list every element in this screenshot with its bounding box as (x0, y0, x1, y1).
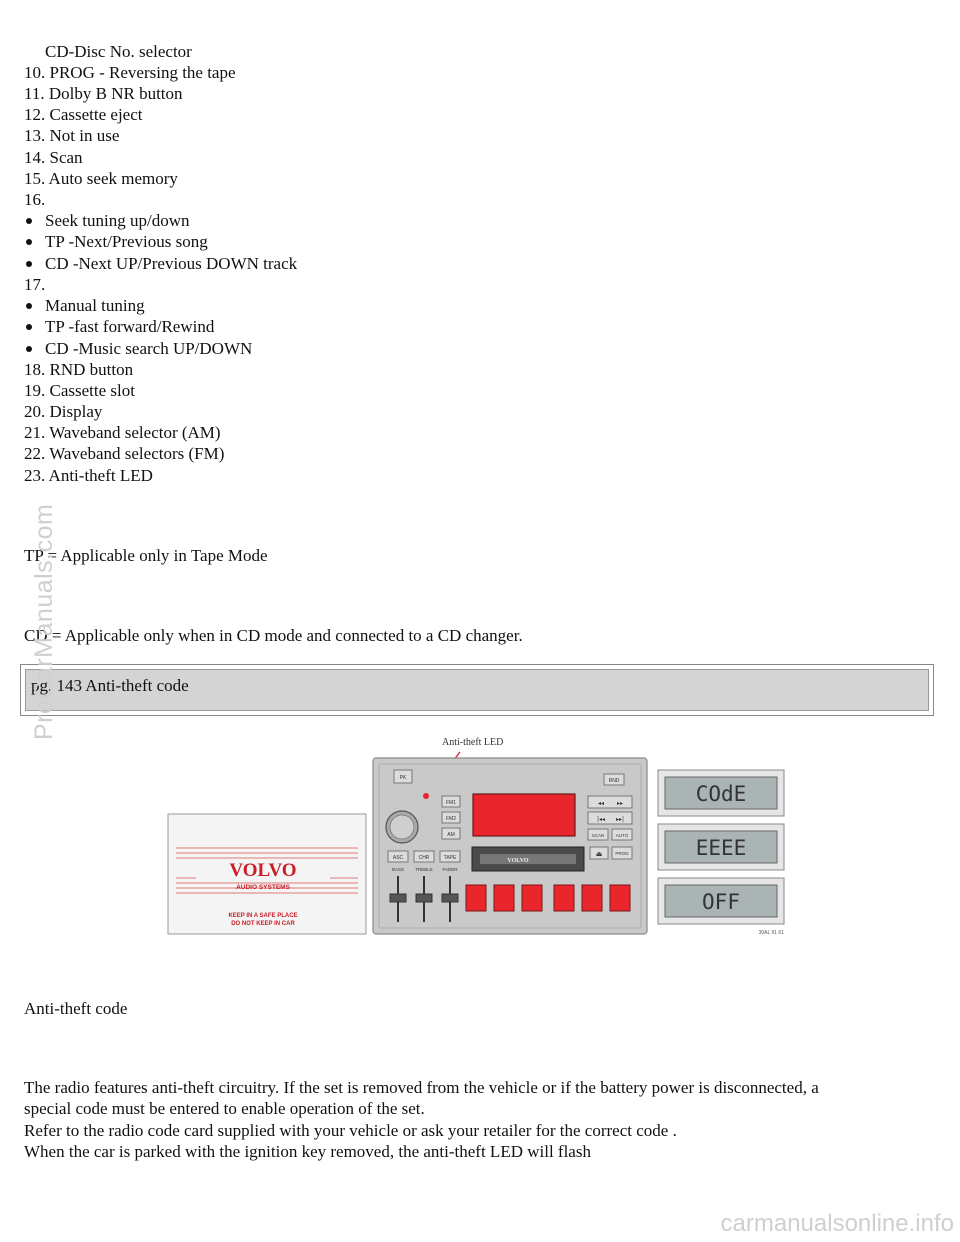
bullet-dot (26, 346, 32, 352)
card-note-2: DO NOT KEEP IN CAR (231, 921, 295, 927)
list-item: 14. Scan (24, 148, 83, 167)
svg-text:▸▸: ▸▸ (616, 800, 624, 807)
chr-button-label: CHR (418, 855, 430, 861)
bullet-text: CD -Next UP/Previous DOWN track (45, 254, 298, 273)
list-item: 21. Waveband selector (AM) (24, 423, 221, 442)
lcd-state-off: OFF (702, 890, 740, 914)
anti-theft-led (423, 793, 429, 799)
tp-note: TP = Applicable only in Tape Mode (24, 546, 268, 565)
side-watermark: ProCarManuals.com (30, 503, 58, 740)
list-item: 16. (24, 190, 46, 209)
bullet-text: Seek tuning up/down (45, 211, 190, 230)
svg-text:▸▸|: ▸▸| (615, 816, 625, 823)
fader-label: FADER (442, 867, 458, 872)
radio-faceplate (373, 758, 647, 934)
bullet-text: Manual tuning (45, 296, 145, 315)
anti-theft-led-callout: Anti-theft LED (442, 737, 504, 748)
list-item: 11. Dolby B NR button (24, 84, 183, 103)
section-header-bg (25, 669, 929, 711)
tape-button-label: TAPE (443, 855, 457, 861)
bullet-dot (26, 261, 32, 267)
am-button-label: AM (447, 832, 455, 838)
cd-note: CD = Applicable only when in CD mode and connected to a CD changer. (24, 626, 523, 645)
display-states (658, 770, 784, 936)
body-heading: Anti-theft code (24, 999, 128, 1018)
body-paragraph: The radio features anti-theft circuitry. If the set is removed from the vehicle or if the battery power is disconnected, a (24, 1078, 819, 1097)
radio-brand: VOLVO (507, 858, 529, 864)
radio-code-card (168, 814, 366, 934)
bullet-text: TP -fast forward/Rewind (45, 317, 215, 336)
body-paragraph: When the car is parked with the ignition key removed, the anti-theft LED will flash (24, 1142, 591, 1161)
card-note-1: KEEP IN A SAFE PLACE (228, 913, 298, 919)
bullet-text: CD -Music search UP/DOWN (45, 339, 253, 358)
pk-button-label: PK (399, 775, 407, 781)
card-subtitle: AUDIO SYSTEMS (236, 884, 290, 891)
list-item: 15. Auto seek memory (24, 169, 178, 188)
scan-button-label: SCAN (591, 833, 605, 838)
prog-button-label: PROG (615, 851, 629, 856)
lcd-state-error: EEEE (695, 836, 747, 860)
svg-text:◂◂: ◂◂ (597, 800, 605, 807)
rnd-button-label: RND (608, 778, 620, 784)
list-item: 23. Anti-theft LED (24, 466, 153, 485)
list-item: 22. Waveband selectors (FM) (24, 444, 225, 463)
auto-button-label: AUTO (615, 833, 629, 838)
bass-label: BASS (391, 867, 405, 872)
card-brand: VOLVO (229, 860, 297, 881)
list-item: CD-Disc No. selector (45, 42, 192, 61)
list-item: 10. PROG - Reversing the tape (24, 63, 236, 82)
bullet-dot (26, 303, 32, 309)
list-item: 12. Cassette eject (24, 105, 143, 124)
list-item: 20. Display (24, 402, 103, 421)
treble-label: TREBLE (415, 867, 433, 872)
fm2-button-label: FM2 (446, 816, 456, 822)
svg-text:|◂◂: |◂◂ (596, 816, 606, 823)
figure-code: 30AL 91 61 (758, 930, 784, 936)
bullet-dot (26, 239, 32, 245)
list-item: 19. Cassette slot (24, 381, 135, 400)
body-paragraph: special code must be entered to enable operation of the set. (24, 1099, 425, 1118)
bullet-text: TP -Next/Previous song (45, 232, 208, 251)
body-paragraph: Refer to the radio code card supplied with your vehicle or ask your retailer for the correct code . (24, 1121, 677, 1140)
bullet-dot (26, 218, 32, 224)
lcd-state-code: COdE (695, 782, 747, 806)
section-header (20, 664, 934, 716)
svg-text:⏏: ⏏ (595, 850, 603, 858)
section-header-title: pg. 143 Anti-theft code (31, 676, 189, 695)
list-item: 13. Not in use (24, 126, 120, 145)
list-item: 17. (24, 275, 46, 294)
anti-theft-figure (160, 730, 800, 940)
bottom-watermark: carmanualsonline.info (720, 1210, 954, 1237)
list-item: 18. RND button (24, 360, 134, 379)
bullet-dot (26, 324, 32, 330)
asc-button-label: ASC (392, 855, 404, 861)
fm1-button-label: FM1 (446, 800, 456, 806)
radio-display (473, 794, 575, 836)
